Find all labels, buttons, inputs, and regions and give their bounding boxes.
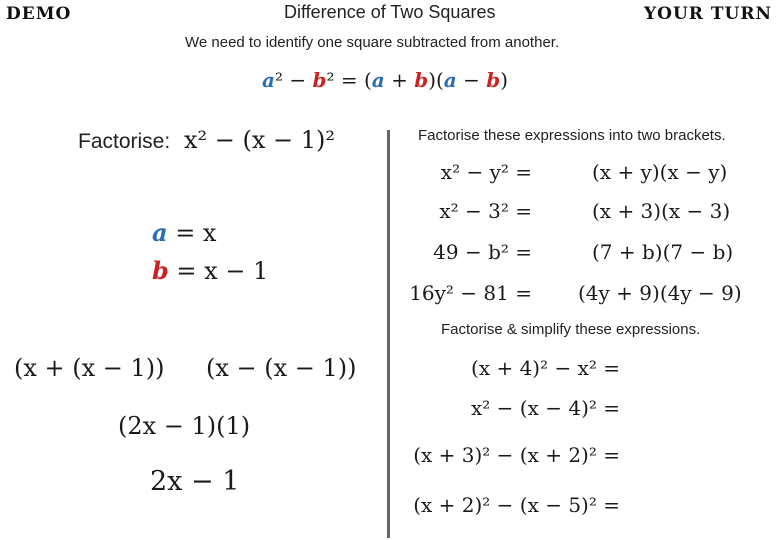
column-divider	[387, 130, 390, 538]
demo-expression: x² − (x − 1)²	[184, 126, 336, 154]
a-variable: a	[152, 218, 168, 247]
page-title: Difference of Two Squares	[284, 2, 496, 22]
a-definition	[152, 218, 216, 247]
bracket-question: x² − y² =	[440, 160, 532, 184]
identity-part: )(	[428, 68, 444, 92]
bracket-answer: (4y + 9)(4y − 9)	[578, 281, 742, 305]
identity-part: +	[384, 68, 415, 92]
identity-part: −	[456, 68, 487, 92]
identity-part: ² = (	[326, 68, 372, 92]
bracket-question: 16y² − 81 =	[409, 281, 532, 305]
intro-text: We need to identify one square subtracted from another.	[185, 34, 560, 51]
step-one-left: (x + (x − 1))	[14, 354, 165, 382]
bracket-answer: (x + y)(x − y)	[592, 160, 728, 184]
brackets-instruction: Factorise these expressions into two brackets.	[418, 127, 726, 144]
demo-badge: DEMO	[6, 4, 72, 24]
bracket-question: x² − 3² =	[439, 199, 532, 223]
simplify-item: (x + 4)² − x² =	[471, 356, 620, 380]
simplify-item: x² − (x − 4)² =	[471, 396, 620, 420]
identity-part: )	[500, 68, 509, 92]
identity-a: a	[371, 68, 385, 92]
simplify-item: (x + 2)² − (x − 5)² =	[413, 493, 620, 517]
step-two: (2x − 1)(1)	[118, 412, 251, 440]
a-value: = x	[167, 219, 217, 247]
identity-b: b	[312, 68, 327, 92]
identity-part: ² −	[274, 68, 313, 92]
simplify-instruction: Factorise & simplify these expressions.	[441, 321, 701, 338]
simplify-item: (x + 3)² − (x + 2)² =	[413, 443, 620, 467]
your-turn-badge: YOUR TURN	[644, 4, 772, 24]
b-value: = x − 1	[168, 257, 269, 285]
b-definition	[152, 256, 268, 285]
factorise-label: Factorise:	[78, 130, 171, 153]
step-three: 2x − 1	[150, 466, 240, 497]
bracket-answer: (x + 3)(x − 3)	[592, 199, 731, 223]
bracket-question: 49 − b² =	[433, 240, 532, 264]
identity-formula	[262, 68, 508, 92]
identity-b: b	[414, 68, 429, 92]
b-variable: b	[152, 256, 169, 285]
identity-a: a	[262, 68, 275, 92]
bracket-answer: (7 + b)(7 − b)	[592, 240, 734, 264]
identity-a: a	[443, 68, 457, 92]
step-one-right: (x − (x − 1))	[206, 354, 357, 382]
identity-b: b	[486, 68, 501, 92]
